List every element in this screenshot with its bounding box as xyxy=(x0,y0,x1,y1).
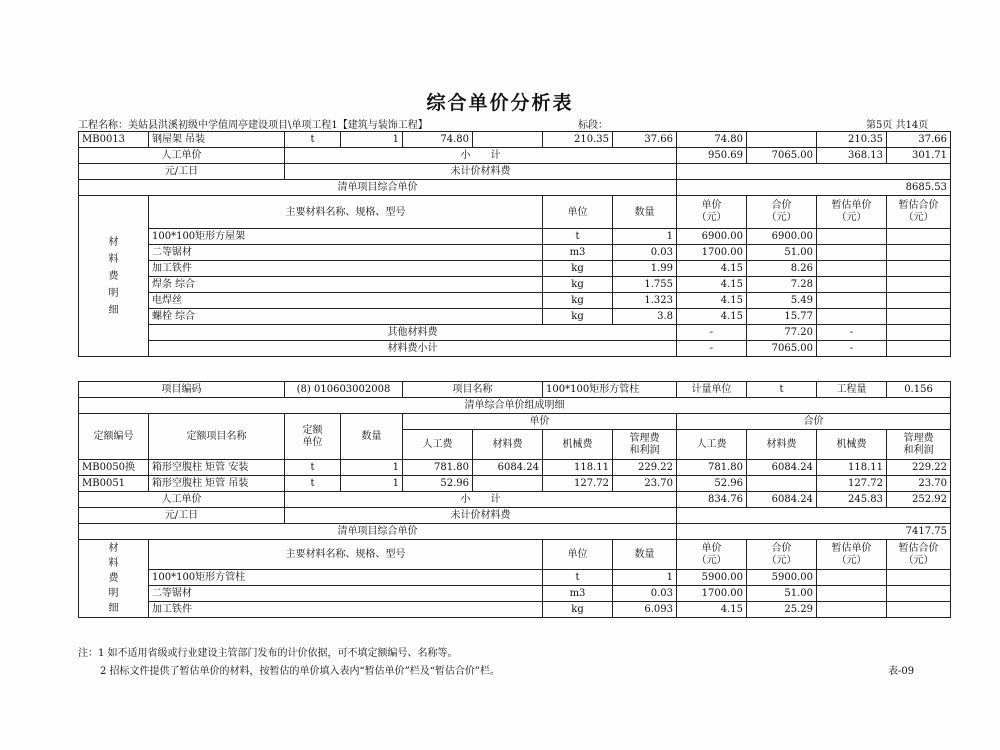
cell: 6900.00 xyxy=(677,229,747,245)
item-name-label: 项目名称 xyxy=(403,382,543,398)
labor-unit-label: 人工单价 xyxy=(79,492,285,508)
analysis-table-2 xyxy=(78,381,951,618)
cell: t xyxy=(543,229,613,245)
mat-header-qty: 数量 xyxy=(613,540,677,570)
header-quota-code: 定额编号 xyxy=(79,414,149,460)
cell xyxy=(817,261,887,277)
cell xyxy=(887,277,951,293)
cell: kg xyxy=(543,261,613,277)
cell xyxy=(887,586,951,602)
table-row xyxy=(79,570,951,586)
breakdown-heading: 清单综合单价组成明细 xyxy=(79,398,951,414)
mat-header-est-price: 暂估单价 （元） xyxy=(817,196,887,229)
cell: 301.71 xyxy=(887,148,951,164)
table-row xyxy=(79,132,951,148)
cell: 1.755 xyxy=(613,277,677,293)
cell: 368.13 xyxy=(817,148,887,164)
table-row xyxy=(79,508,951,524)
cell: 51.00 xyxy=(747,586,817,602)
table-row xyxy=(79,602,951,618)
cell: 0.03 xyxy=(613,245,677,261)
cell xyxy=(887,261,951,277)
unit: t xyxy=(747,382,817,398)
item-code: (8) 010603002008 xyxy=(285,382,403,398)
table-row xyxy=(79,293,951,309)
cell: t xyxy=(285,476,341,492)
cell: 人工费 xyxy=(677,430,747,460)
table-row xyxy=(79,196,951,229)
cell xyxy=(817,602,887,618)
cell: 252.92 xyxy=(887,492,951,508)
cell: 5900.00 xyxy=(747,570,817,586)
cell: 焊条 综合 xyxy=(149,277,543,293)
yuan-per-day: 元/工日 xyxy=(79,164,285,180)
unpriced-material-label: 未计价材料费 xyxy=(285,508,677,524)
cell xyxy=(887,602,951,618)
cell: 箱形空腹柱 矩管 安装 xyxy=(149,460,285,476)
table-row xyxy=(79,476,951,492)
cell: 二等锯材 xyxy=(149,245,543,261)
cell: - xyxy=(817,325,887,341)
cell: 8.26 xyxy=(747,261,817,277)
quantity-label: 工程量 xyxy=(817,382,887,398)
cell xyxy=(887,293,951,309)
cell: 1.323 xyxy=(613,293,677,309)
cell: 材料费 xyxy=(747,430,817,460)
cell: 1700.00 xyxy=(677,586,747,602)
cell: 1 xyxy=(341,476,403,492)
header-quota-unit: 定额 单位 xyxy=(285,414,341,460)
project-name: 工程名称：美姑县洪溪初级中学值周亭建设项目\单项工程1【建筑与装饰工程】 xyxy=(78,120,428,131)
table-row xyxy=(79,414,951,430)
cell: 1700.00 xyxy=(677,245,747,261)
cell: 781.80 xyxy=(403,460,473,476)
cell: 7065.00 xyxy=(747,148,817,164)
cell xyxy=(817,293,887,309)
material-side-label xyxy=(79,196,149,357)
cell: 6.093 xyxy=(613,602,677,618)
cell: 834.76 xyxy=(677,492,747,508)
subtotal-label: 小 计 xyxy=(285,492,677,508)
cell: 37.66 xyxy=(613,132,677,148)
table-row xyxy=(79,524,951,540)
unpriced-material-label: 未计价材料费 xyxy=(285,164,677,180)
cell: t xyxy=(543,570,613,586)
table-row xyxy=(79,277,951,293)
cell: 5.49 xyxy=(747,293,817,309)
mat-header-est-sum: 暂估合价 （元） xyxy=(887,196,951,229)
table-row xyxy=(79,245,951,261)
subtotal-label: 小 计 xyxy=(285,148,677,164)
header-sum: 合价 xyxy=(677,414,951,430)
cell: 118.11 xyxy=(543,460,613,476)
mat-header-est-sum: 暂估合价 （元） xyxy=(887,540,951,570)
table-row xyxy=(79,398,951,414)
cell: 箱形空腹柱 矩管 吊装 xyxy=(149,476,285,492)
other-material-label: 其他材料费 xyxy=(149,325,677,341)
cell: 5900.00 xyxy=(677,570,747,586)
item-code-label: 项目编码 xyxy=(79,382,285,398)
mat-header-sum: 合价 （元） xyxy=(747,540,817,570)
cell: 100*100矩形方屋架 xyxy=(149,229,543,245)
cell: 加工铁件 xyxy=(149,261,543,277)
cell: 23.70 xyxy=(887,476,951,492)
cell: 15.77 xyxy=(747,309,817,325)
cell: 螺栓 综合 xyxy=(149,309,543,325)
cell: 229.22 xyxy=(887,460,951,476)
cell: 4.15 xyxy=(677,261,747,277)
cell xyxy=(677,508,951,524)
cell: 4.15 xyxy=(677,309,747,325)
total-unit-price-label: 清单项目综合单价 xyxy=(79,180,677,196)
header-quota-name: 定额项目名称 xyxy=(149,414,285,460)
cell: 4.15 xyxy=(677,293,747,309)
quota-name: 钢屋架 吊装 xyxy=(149,132,285,148)
page-number: 第5页 共14页 xyxy=(866,120,929,131)
cell xyxy=(887,341,951,357)
cell: 25.29 xyxy=(747,602,817,618)
cell: 4.15 xyxy=(677,602,747,618)
table-row xyxy=(79,180,951,196)
cell: 52.96 xyxy=(677,476,747,492)
cell: 127.72 xyxy=(543,476,613,492)
header-unit-price: 单价 xyxy=(403,414,677,430)
cell xyxy=(887,570,951,586)
cell xyxy=(677,164,951,180)
form-number: 表-09 xyxy=(888,666,915,677)
cell xyxy=(817,586,887,602)
cell: 100*100矩形方管柱 xyxy=(149,570,543,586)
cell: 77.20 xyxy=(747,325,817,341)
cell: 210.35 xyxy=(543,132,613,148)
table-row xyxy=(79,586,951,602)
material-subtotal-label: 材料费小计 xyxy=(149,341,677,357)
total-unit-price-label: 清单项目综合单价 xyxy=(79,524,677,540)
cell xyxy=(817,229,887,245)
cell: 1 xyxy=(613,229,677,245)
page-title: 综合单价分析表 xyxy=(426,92,574,114)
quota-code: MB0013 xyxy=(79,132,149,148)
table-row xyxy=(79,341,951,357)
cell: 0.03 xyxy=(613,586,677,602)
cell: 781.80 xyxy=(677,460,747,476)
cell: kg xyxy=(543,309,613,325)
cell: 37.66 xyxy=(887,132,951,148)
item-name: 100*100矩形方管柱 xyxy=(543,382,677,398)
cell xyxy=(817,277,887,293)
mat-header-qty: 数量 xyxy=(613,196,677,229)
table-row xyxy=(79,382,951,398)
cell: 1 xyxy=(613,570,677,586)
table-row xyxy=(79,460,951,476)
cell: 6084.24 xyxy=(747,460,817,476)
side-text: 材 料 费 明 细 xyxy=(108,543,119,614)
cell: 管理费 和利润 xyxy=(887,430,951,460)
cell: 6084.24 xyxy=(473,460,543,476)
cell: m3 xyxy=(543,245,613,261)
cell: 74.80 xyxy=(403,132,473,148)
cell: - xyxy=(677,341,747,357)
cell xyxy=(473,476,543,492)
side-text: 材 料 费 明 细 xyxy=(108,236,119,316)
cell: 7.28 xyxy=(747,277,817,293)
mat-header-name: 主要材料名称、规格、型号 xyxy=(149,196,543,229)
cell xyxy=(747,132,817,148)
cell: 118.11 xyxy=(817,460,887,476)
section-label: 标段： xyxy=(578,120,608,131)
cell: 210.35 xyxy=(817,132,887,148)
cell: 229.22 xyxy=(613,460,677,476)
cell: 127.72 xyxy=(817,476,887,492)
mat-header-price: 单价 （元） xyxy=(677,196,747,229)
table-row xyxy=(79,164,951,180)
cell xyxy=(887,245,951,261)
cell: 机械费 xyxy=(543,430,613,460)
total-unit-price: 8685.53 xyxy=(677,180,951,196)
mat-header-name: 主要材料名称、规格、型号 xyxy=(149,540,543,570)
cell: 6900.00 xyxy=(747,229,817,245)
cell xyxy=(473,132,543,148)
cell xyxy=(747,476,817,492)
cell: 74.80 xyxy=(677,132,747,148)
analysis-table-1 xyxy=(78,131,951,357)
cell: - xyxy=(677,325,747,341)
cell: 人工费 xyxy=(403,430,473,460)
cell xyxy=(887,325,951,341)
cell xyxy=(887,229,951,245)
cell: - xyxy=(817,341,887,357)
cell xyxy=(817,245,887,261)
mat-header-est-price: 暂估单价 （元） xyxy=(817,540,887,570)
quantity: 0.156 xyxy=(887,382,951,398)
cell: 23.70 xyxy=(613,476,677,492)
cell: 1 xyxy=(341,132,403,148)
table-row xyxy=(79,309,951,325)
table-row xyxy=(79,261,951,277)
material-side-label xyxy=(79,540,149,618)
cell: 52.96 xyxy=(403,476,473,492)
cell: 245.83 xyxy=(817,492,887,508)
table-row xyxy=(79,148,951,164)
labor-unit-label: 人工单价 xyxy=(79,148,285,164)
cell: 7065.00 xyxy=(747,341,817,357)
header-quantity: 数量 xyxy=(341,414,403,460)
cell: 51.00 xyxy=(747,245,817,261)
cell: MB0051 xyxy=(79,476,149,492)
cell: kg xyxy=(543,293,613,309)
cell: 1 xyxy=(341,460,403,476)
cell: 950.69 xyxy=(677,148,747,164)
cell: kg xyxy=(543,602,613,618)
cell: m3 xyxy=(543,586,613,602)
cell: t xyxy=(285,132,341,148)
table-row xyxy=(79,492,951,508)
unit-label: 计量单位 xyxy=(677,382,747,398)
table-row xyxy=(79,325,951,341)
cell: kg xyxy=(543,277,613,293)
cell: MB0050换 xyxy=(79,460,149,476)
cell: 3.8 xyxy=(613,309,677,325)
mat-header-sum: 合价 （元） xyxy=(747,196,817,229)
cell: t xyxy=(285,460,341,476)
cell: 4.15 xyxy=(677,277,747,293)
cell xyxy=(817,309,887,325)
mat-header-unit: 单位 xyxy=(543,196,613,229)
cell: 1.99 xyxy=(613,261,677,277)
table-row xyxy=(79,540,951,570)
note-1: 注：1 如不适用省级或行业建设主管部门发布的计价依据，可不填定额编号、名称等。 xyxy=(78,648,458,659)
cell: 加工铁件 xyxy=(149,602,543,618)
cell: 机械费 xyxy=(817,430,887,460)
yuan-per-day: 元/工日 xyxy=(79,508,285,524)
cell: 二等锯材 xyxy=(149,586,543,602)
cell xyxy=(887,309,951,325)
note-2: 2 招标文件提供了暂估单价的材料，按暂估的单价填入表内“暂估单价”栏及“暂估合价”栏。 xyxy=(100,666,500,677)
total-unit-price: 7417.75 xyxy=(677,524,951,540)
table-row xyxy=(79,229,951,245)
mat-header-price: 单价 （元） xyxy=(677,540,747,570)
cell xyxy=(817,570,887,586)
cell: 6084.24 xyxy=(747,492,817,508)
mat-header-unit: 单位 xyxy=(543,540,613,570)
cell: 电焊丝 xyxy=(149,293,543,309)
cell: 材料费 xyxy=(473,430,543,460)
cell: 管理费 和利润 xyxy=(613,430,677,460)
